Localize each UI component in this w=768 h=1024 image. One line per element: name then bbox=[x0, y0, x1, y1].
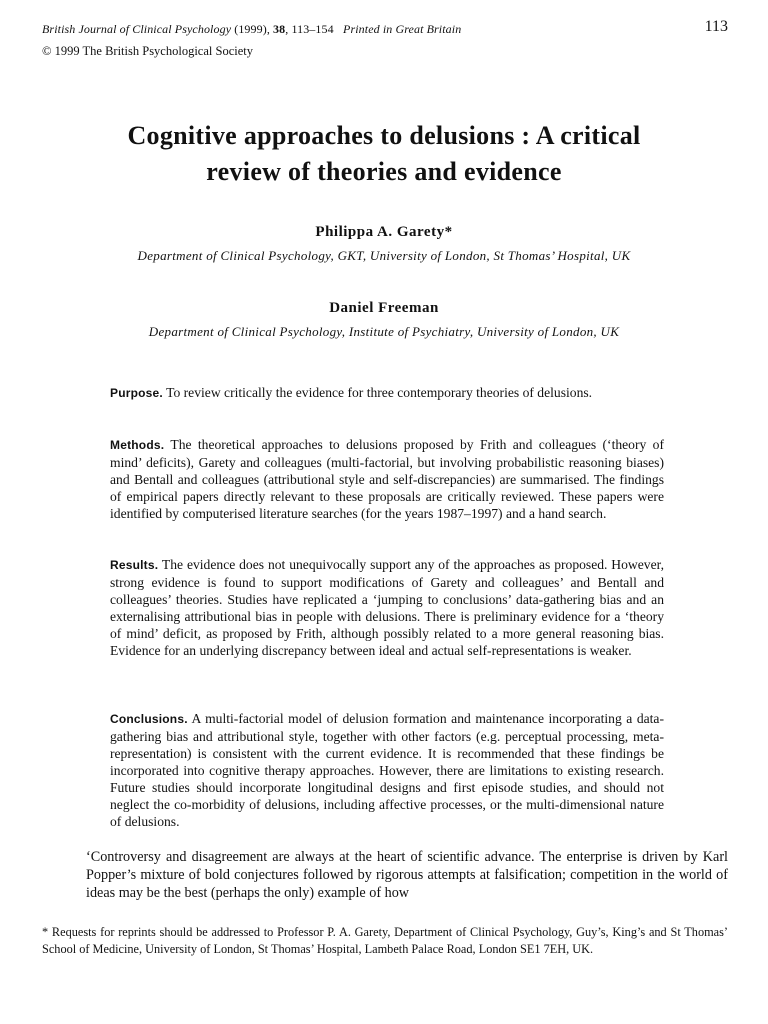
article-title bbox=[40, 118, 728, 190]
abstract-heading: Methods. bbox=[110, 438, 165, 452]
author-name-2: Daniel Freeman bbox=[329, 300, 439, 316]
title-line-2: review of theories and evidence bbox=[206, 157, 562, 186]
abstract-heading: Results. bbox=[110, 558, 159, 572]
abstract-purpose bbox=[110, 384, 664, 402]
quote-text: ‘Controversy and disagreement are always at the heart of scientific advance. The enterprise is driven by Karl Popper’s mixture of bold conjectures followed by rigorous attempts at falsification; competition in the world of ideas may be the best (perhaps the only) example of how bbox=[86, 849, 728, 901]
abstract-conclusions bbox=[110, 710, 664, 830]
journal-pages: , 113–154 bbox=[285, 22, 334, 36]
title-line-1: Cognitive approaches to delusions : A critical bbox=[127, 121, 641, 150]
journal-year: (1999), bbox=[234, 22, 270, 36]
abstract-heading: Purpose. bbox=[110, 386, 163, 400]
footnote bbox=[42, 924, 728, 958]
opening-quote bbox=[86, 848, 728, 902]
printed-in: Printed in Great Britain bbox=[343, 22, 462, 36]
running-header bbox=[42, 22, 461, 37]
footnote-text: * Requests for reprints should be addressed to Professor P. A. Garety, Department of Clinical Psychology, Guy’s, King’s and St Thomas’ School of Medicine, University of London, St Thomas’ Hospital, Lambeth Palace Road, London SE1 7EH, UK. bbox=[42, 925, 728, 956]
copyright-line: © 1999 The British Psychological Society bbox=[42, 44, 253, 58]
abstract-text: The evidence does not unequivocally support any of the approaches as proposed. However, strong evidence is found to support modifications of Garety and colleagues’ and Bentall and colleagues’ theories. Studies have replicated a ‘jumping to conclusions’ data-gathering bias and an externalising attributional bias in people with delusions. There is preliminary evidence for a ‘theory of mind’ deficit, as proposed by Frith, although possibly related to a more general reasoning bias. Evidence for an underlying discrepancy between ideal and actual self-representations is weaker. bbox=[110, 557, 664, 658]
abstract-text: The theoretical approaches to delusions proposed by Frith and colleagues (‘theory of mind’ deficits), Garety and colleagues (multi-factorial, but involving probabilistic reasoning biases) and Bentall and colleagues (attributional style and self-discrepancies) are summarised. The findings of empirical papers directly relevant to these proposals are critically reviewed. These papers were identified by computerised literature searches (for the years 1987–1997) and a hand search. bbox=[110, 437, 664, 521]
journal-volume: 38 bbox=[273, 22, 286, 36]
abstract-text: A multi-factorial model of delusion formation and maintenance incorporating a data-gathering bias and attributional style, together with other factors (e.g. perceptual processing, meta-representation) is consistent with the current evidence. It is recommended that these findings be incorporated into cognitive therapy approaches. However, there are limitations to existing research. Future studies should incorporate longitudinal designs and first episode studies, and should not neglect the co-morbidity of delusions, including affective processes, or the multi-dimensional nature of delusions. bbox=[110, 711, 664, 829]
author-affiliation-2: Department of Clinical Psychology, Institute of Psychiatry, University of London, UK bbox=[148, 324, 620, 339]
abstract-text: To review critically the evidence for three contemporary theories of delusions. bbox=[162, 385, 593, 400]
page-number: 113 bbox=[704, 18, 728, 35]
journal-name: British Journal of Clinical Psychology bbox=[42, 22, 232, 36]
abstract-heading: Conclusions. bbox=[110, 712, 188, 726]
abstract-methods bbox=[110, 436, 664, 522]
abstract-results bbox=[110, 556, 664, 659]
author-affiliation-1: Department of Clinical Psychology, GKT, University of London, St Thomas’ Hospital, UK bbox=[137, 248, 631, 263]
author-name-1: Philippa A. Garety* bbox=[315, 224, 453, 240]
